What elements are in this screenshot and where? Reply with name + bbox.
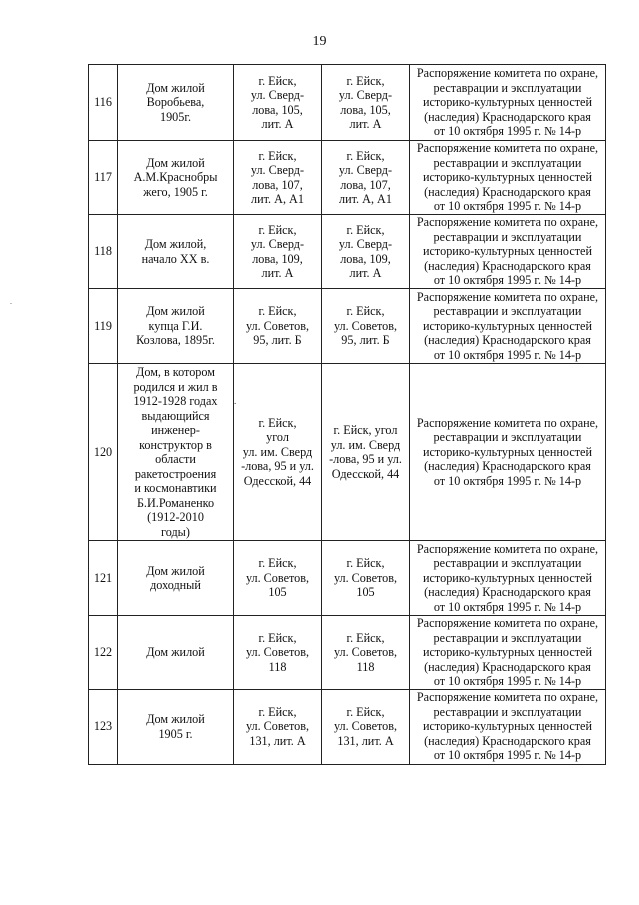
cell-text-line: лова, 109, [252,251,303,266]
location-cell [234,364,322,541]
cell-text-line: г. Ейск, [258,704,297,719]
cell-text-line: историко-культурных ценностей [423,244,592,259]
row-number: 123 [89,689,118,764]
cell-text-line: инженер- [151,423,200,437]
cell-text-line: г. Ейск, угол [333,423,398,437]
cell-text-line: г. Ейск, [258,556,297,571]
cell-text-line: от 10 октября 1995 г. № 14-р [433,748,582,763]
cell-text-line: Дом жилой [146,155,205,170]
row-number: 118 [89,215,118,289]
table-row [89,541,606,616]
cell-text-line: -лова, 95 и ул. [329,452,402,466]
cell-text-line: ул. им. Сверд [330,437,401,452]
row-number: 122 [89,616,118,690]
heritage-registry-table [88,64,606,765]
cell-text-line: ул. Сверд- [250,237,305,251]
row-number: 117 [89,141,118,215]
cell-text-line: реставрации и эксплуатации [433,304,582,319]
cell-text-line: историко-культурных ценностей [423,570,592,585]
cell-text-line: (наследия) Краснодарского края [424,258,591,273]
cell-text-line: Распоряжение комитета по охране, [416,616,599,630]
location-detail-cell [322,541,410,616]
cell-text-line: г. Ейск, [258,415,297,430]
cell-text-line: Воробьева, [146,95,205,110]
cell-text-line: Дом жилой, [144,237,207,251]
margin-mark: . [10,297,12,306]
cell-text-line: г. Ейск, [346,222,385,237]
cell-text-line: лова, 107, [252,177,303,192]
cell-text-line: от 10 октября 1995 г. № 14-р [433,674,582,688]
cell-text-line: (наследия) Краснодарского края [424,585,591,600]
row-number: 121 [89,541,118,616]
cell-text-line: ул. Советов, [245,318,310,333]
location-cell [234,215,322,289]
object-name-cell [118,289,234,364]
table-row [89,616,606,690]
cell-text-line: начало XX в. [141,251,210,266]
cell-text-line: (1912-2010 [147,510,204,524]
cell-text-line: Б.И.Романенко [136,495,215,510]
cell-text-line: Дом жилой [146,645,205,659]
cell-text-line: Распоряжение комитета по охране, [416,690,599,705]
cell-text-line: доходный [150,578,201,592]
cell-text-line: ул. Советов, [333,645,398,659]
cell-text-line: ул. Советов, [245,719,310,734]
cell-text-line: ул. Сверд- [250,163,305,177]
scan-speck: . [234,396,237,406]
cell-text-line: ул. Советов, [245,645,310,659]
location-detail-cell [322,215,410,289]
row-number: 116 [89,65,118,141]
cell-text-line: реставрации и эксплуатации [433,229,582,244]
cell-text-line: Распоряжение комитета по охране, [416,66,599,81]
cell-text-line: (наследия) Краснодарского края [424,333,591,348]
cell-text-line: г. Ейск, [258,630,297,645]
cell-text-line: А.М.Краснобры [133,170,218,185]
table-body [89,65,606,765]
cell-text-line: от 10 октября 1995 г. № 14-р [433,347,582,362]
cell-text-line: реставрации и эксплуатации [433,430,582,445]
cell-text-line: 95, лит. Б [341,333,390,348]
protection-document-cell [410,616,606,690]
cell-text-line: ул. Советов, [333,570,398,585]
cell-text-line: реставрации и эксплуатации [433,704,582,719]
object-name-cell [118,689,234,764]
cell-text-line: Одесской, 44 [243,473,312,488]
object-name-cell [118,616,234,690]
cell-text-line: Дом жилой [146,712,205,726]
location-detail-cell [322,141,410,215]
cell-text-line: 131, лит. А [249,733,306,748]
cell-text-line: 118 [268,659,287,674]
cell-text-line: лит. А, А1 [339,192,392,206]
location-cell [234,289,322,364]
location-detail-cell [322,364,410,541]
cell-text-line: ул. Советов, [333,318,398,333]
cell-text-line: г. Ейск, [346,148,385,163]
protection-document-cell [410,364,606,541]
cell-text-line: Дом жилой [146,304,205,319]
location-cell [234,65,322,141]
cell-text-line: от 10 октября 1995 г. № 14-р [433,199,582,214]
cell-text-line: лова, 105, [340,102,391,117]
cell-text-line: реставрации и эксплуатации [433,155,582,170]
cell-text-line: ул. им. Сверд [242,444,313,459]
location-detail-cell [322,289,410,364]
cell-text-line: (наследия) Краснодарского края [424,184,591,199]
cell-text-line: (наследия) Краснодарского края [424,109,591,124]
cell-text-line: 95, лит. Б [253,333,302,348]
cell-text-line: Дом жилой [146,80,205,95]
object-name-cell [118,65,234,141]
cell-text-line: родился и жил в [133,379,218,394]
cell-text-line: 1912-1928 годах [133,394,218,408]
cell-text-line: лит. А [349,266,382,280]
cell-text-line: лит. А [349,117,382,131]
protection-document-cell [410,289,606,364]
cell-text-line: историко-культурных ценностей [423,318,592,333]
cell-text-line: историко-культурных ценностей [423,170,592,185]
cell-text-line: от 10 октября 1995 г. № 14-р [433,273,582,288]
cell-text-line: г. Ейск, [346,556,385,571]
cell-text-line: ул. Сверд- [250,88,305,102]
cell-text-line: лова, 105, [252,102,303,117]
cell-text-line: купца Г.И. [148,318,203,333]
cell-text-line: Распоряжение комитета по охране, [416,289,599,304]
cell-text-line: лит. А [261,117,294,131]
object-name-cell [118,541,234,616]
cell-text-line: 131, лит. А [337,733,394,748]
table-row [89,289,606,364]
protection-document-cell [410,689,606,764]
cell-text-line: историко-культурных ценностей [423,444,592,459]
cell-text-line: лит. А, А1 [251,192,304,206]
cell-text-line: области [155,452,196,466]
cell-text-line: Козлова, 1895г. [136,333,215,348]
cell-text-line: лит. А [261,266,294,280]
cell-text-line: 105 [268,585,287,600]
object-name-cell [118,141,234,215]
cell-text-line: 1905г. [159,109,192,124]
cell-text-line: Дом жилой [146,563,205,578]
location-cell [234,616,322,690]
cell-text-line: лова, 109, [340,251,391,266]
cell-text-line: (наследия) Краснодарского края [424,733,591,748]
location-cell [234,541,322,616]
cell-text-line: (наследия) Краснодарского края [424,459,591,474]
cell-text-line: реставрации и эксплуатации [433,556,582,571]
cell-text-line: ул. Советов, [333,719,398,734]
protection-document-cell [410,141,606,215]
cell-text-line: историко-культурных ценностей [423,719,592,734]
cell-text-line: ул. Сверд- [338,237,393,251]
cell-text-line: от 10 октября 1995 г. № 14-р [433,599,582,614]
cell-text-line: г. Ейск, [346,704,385,719]
cell-text-line: г. Ейск, [346,304,385,319]
protection-document-cell [410,541,606,616]
protection-document-cell [410,215,606,289]
cell-text-line: г. Ейск, [258,304,297,319]
cell-text-line: Распоряжение комитета по охране, [416,415,599,430]
cell-text-line: Распоряжение комитета по охране, [416,215,599,230]
cell-text-line: Распоряжение комитета по охране, [416,541,599,556]
cell-text-line: годы) [161,524,190,539]
cell-text-line: и космонавтики [134,481,217,495]
page-number: 19 [312,34,327,49]
location-detail-cell [322,65,410,141]
cell-text-line: ул. Сверд- [338,163,393,177]
cell-text-line: Распоряжение комитета по охране, [416,141,599,156]
cell-text-line: ул. Советов, [245,570,310,585]
cell-text-line: 118 [356,659,375,674]
row-number: 120 [89,364,118,541]
table-row [89,141,606,215]
location-cell [234,141,322,215]
cell-text-line: ул. Сверд- [338,88,393,102]
table-row [89,215,606,289]
row-number: 119 [89,289,118,364]
cell-text-line: историко-культурных ценностей [423,95,592,110]
cell-text-line: историко-культурных ценностей [423,645,592,659]
cell-text-line: от 10 октября 1995 г. № 14-р [433,473,582,488]
location-detail-cell [322,616,410,690]
protection-document-cell [410,65,606,141]
cell-text-line: от 10 октября 1995 г. № 14-р [433,124,582,139]
cell-text-line: реставрации и эксплуатации [433,80,582,95]
cell-text-line: г. Ейск, [346,630,385,645]
cell-text-line: Дом, в котором [136,365,215,379]
cell-text-line: ракетостроения [134,466,217,481]
table-row [89,689,606,764]
location-cell [234,689,322,764]
cell-text-line: 105 [356,585,375,600]
cell-text-line: г. Ейск, [258,73,297,88]
cell-text-line: 1905 г. [158,726,193,741]
cell-text-line: Одесской, 44 [331,466,400,481]
cell-text-line: конструктор в [139,437,212,452]
cell-text-line: реставрации и эксплуатации [433,630,582,645]
cell-text-line: -лова, 95 и ул. [241,459,314,474]
location-detail-cell [322,689,410,764]
cell-text-line: выдающийся [141,408,210,423]
object-name-cell [118,364,237,541]
cell-text-line: жего, 1905 г. [143,184,208,199]
table-row [89,364,606,541]
cell-text-line: г. Ейск, [346,73,385,88]
object-name-cell [118,215,234,289]
cell-text-line: угол [266,430,289,445]
cell-text-line: г. Ейск, [258,222,297,237]
cell-text-line: г. Ейск, [258,148,297,163]
table-row [89,65,606,141]
cell-text-line: лова, 107, [340,177,391,192]
cell-text-line: (наследия) Краснодарского края [424,659,591,674]
